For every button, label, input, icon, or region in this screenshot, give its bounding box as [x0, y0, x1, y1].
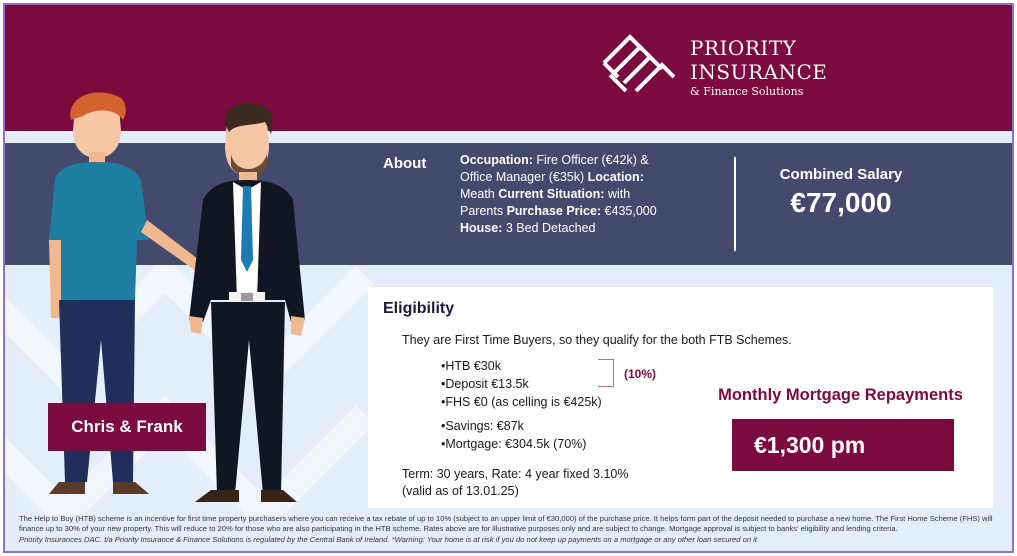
about-text: Occupation: Fire Officer (€42k) & Office Manager (€35k) Location: Meath Current Situation: with Parents Purchase Price: €435,000 House: 3 Bed Detached	[460, 153, 657, 235]
monthly-repayment-value: €1,300 pm	[732, 419, 954, 471]
eligibility-bullet-list	[441, 357, 602, 453]
vertical-divider	[734, 157, 736, 251]
disclaimer-footer	[19, 514, 1004, 545]
infographic-frame	[3, 3, 1014, 553]
list-item: •Mortgage: €304.5k (70%)	[441, 437, 587, 451]
logo-text-priority: PRIORITY	[690, 36, 797, 60]
right-person-figure	[189, 103, 305, 502]
eligibility-intro: They are First Time Buyers, so they qualify for the both FTB Schemes.	[402, 333, 792, 347]
eligibility-card	[368, 287, 993, 508]
list-item: •Savings: €87k	[441, 419, 524, 433]
client-names-badge: Chris & Frank	[48, 403, 206, 451]
logo-mark-icon	[600, 33, 678, 95]
list-item: •HTB €30k	[441, 359, 501, 373]
list-item: •Deposit €13.5k	[441, 377, 529, 391]
combined-salary-label: Combined Salary	[779, 166, 903, 183]
disclaimer-text: The Help to Buy (HTB) scheme is an incentive for first time property purchasers where you can receive a tax rebate of up to 10% (subject to an upper limit of €30,000) of the purchase price. It helps form part of the deposit needed to purchase a new home. The First Home Scheme (FHS) will finance up to 30% of your new property. This will reduce to 20% for those who are also participating in the HTB scheme. Rates above are for illustrative purposes only and are subject to change. Mortgage approval is subject to banks' eligibility and lending criteria.	[19, 514, 993, 534]
about-label: About	[383, 155, 427, 172]
monthly-repayment-label: Monthly Mortgage Repayments	[718, 386, 963, 404]
term-rate-text: Term: 30 years, Rate: 4 year fixed 3.10% (valid as of 13.01.25)	[402, 467, 629, 498]
company-logo	[600, 31, 828, 101]
regulatory-notice: Priority Insurances DAC. t/a Priority Insurance & Finance Solutions is regulated by the Central Bank of Ireland. *Warning: Your home is at risk if you do not keep up payments on a mortgage or any other loan secured on it	[19, 534, 757, 544]
logo-text-insurance: INSURANCE	[690, 60, 828, 84]
combined-salary-value: €77,000	[790, 187, 892, 218]
list-item: •FHS €0 (as celling is €425k)	[441, 395, 602, 409]
bracket-marker	[598, 359, 614, 387]
percent-note: (10%)	[624, 367, 657, 381]
logo-text-tagline: & Finance Solutions	[690, 85, 804, 98]
eligibility-title: Eligibility	[383, 300, 455, 317]
